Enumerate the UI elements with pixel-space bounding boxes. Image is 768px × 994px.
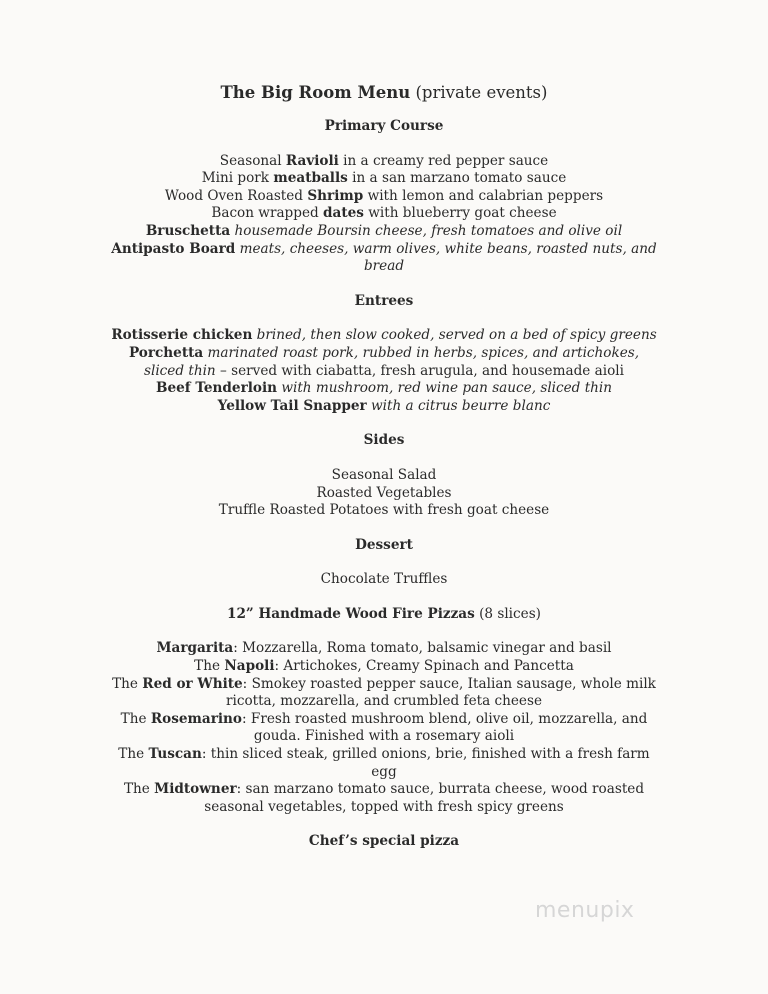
section-heading-dessert: Dessert [355, 536, 413, 553]
menu-item: The Napoli: Artichokes, Creamy Spinach and Pancetta [194, 658, 574, 675]
menu-item: Bacon wrapped dates with blueberry goat cheese [211, 205, 557, 222]
menu-item: Yellow Tail Snapper with a citrus beurre blanc [217, 397, 551, 414]
watermark-logo: menupix [535, 898, 635, 923]
menu-item: Margarita: Mozzarella, Roma tomato, balsamic vinegar and basil [156, 640, 612, 657]
menu-item: The Tuscan: thin sliced steak, grilled onions, brie, finished with a fresh farm egg [118, 746, 650, 780]
menu-item: Porchetta marinated roast pork, rubbed in herbs, spices, and artichokes, sliced thin – served with ciabatta, fresh arugula, and housemade aioli [128, 344, 640, 379]
primary-course-list [110, 153, 658, 276]
entrees-list [110, 327, 658, 415]
section-heading-pizzas: 12” Handmade Wood Fire Pizzas (8 slices) [227, 605, 541, 622]
menu-item: Chocolate Truffles [320, 571, 448, 588]
menu-item: Truffle Roasted Potatoes with fresh goat cheese [218, 502, 550, 519]
menu-item: Seasonal Ravioli in a creamy red pepper sauce [219, 152, 549, 169]
section-heading-entrees: Entrees [354, 292, 414, 309]
page-title: The Big Room Menu (private events) [220, 83, 548, 102]
section-heading-sides: Sides [363, 432, 405, 449]
menu-item: Bruschetta housemade Boursin cheese, fresh tomatoes and olive oil [145, 222, 623, 239]
chefs-special-pizza: Chef’s special pizza [308, 833, 460, 850]
menu-item: The Rosemarino: Fresh roasted mushroom blend, olive oil, mozzarella, and gouda. Finished with a rosemary aioli [120, 710, 648, 745]
menu-item: Mini pork meatballs in a san marzano tomato sauce [201, 170, 567, 187]
pizzas-list [110, 640, 658, 816]
menu-item: Seasonal Salad [331, 466, 437, 483]
dessert-list [110, 571, 658, 589]
menu-item: Wood Oven Roasted Shrimp with lemon and calabrian peppers [164, 187, 604, 204]
sides-list [110, 467, 658, 520]
menu-item: The Red or White: Smokey roasted pepper sauce, Italian sausage, whole milk ricotta, mozzarella, and crumbled feta cheese [112, 675, 656, 710]
menu-item: Antipasto Board meats, cheeses, warm olives, white beans, roasted nuts, and bread [111, 240, 657, 275]
menu-item: The Midtowner: san marzano tomato sauce, burrata cheese, wood roasted seasonal vegetables, topped with fresh spicy greens [123, 781, 645, 815]
section-heading-primary-course: Primary Course [324, 118, 444, 134]
menu-page [110, 82, 658, 868]
menu-item: Roasted Vegetables [316, 484, 452, 501]
menu-item: Rotisserie chicken brined, then slow cooked, served on a bed of spicy greens [111, 327, 657, 344]
menu-item: Beef Tenderloin with mushroom, red wine pan sauce, sliced thin [155, 380, 613, 397]
